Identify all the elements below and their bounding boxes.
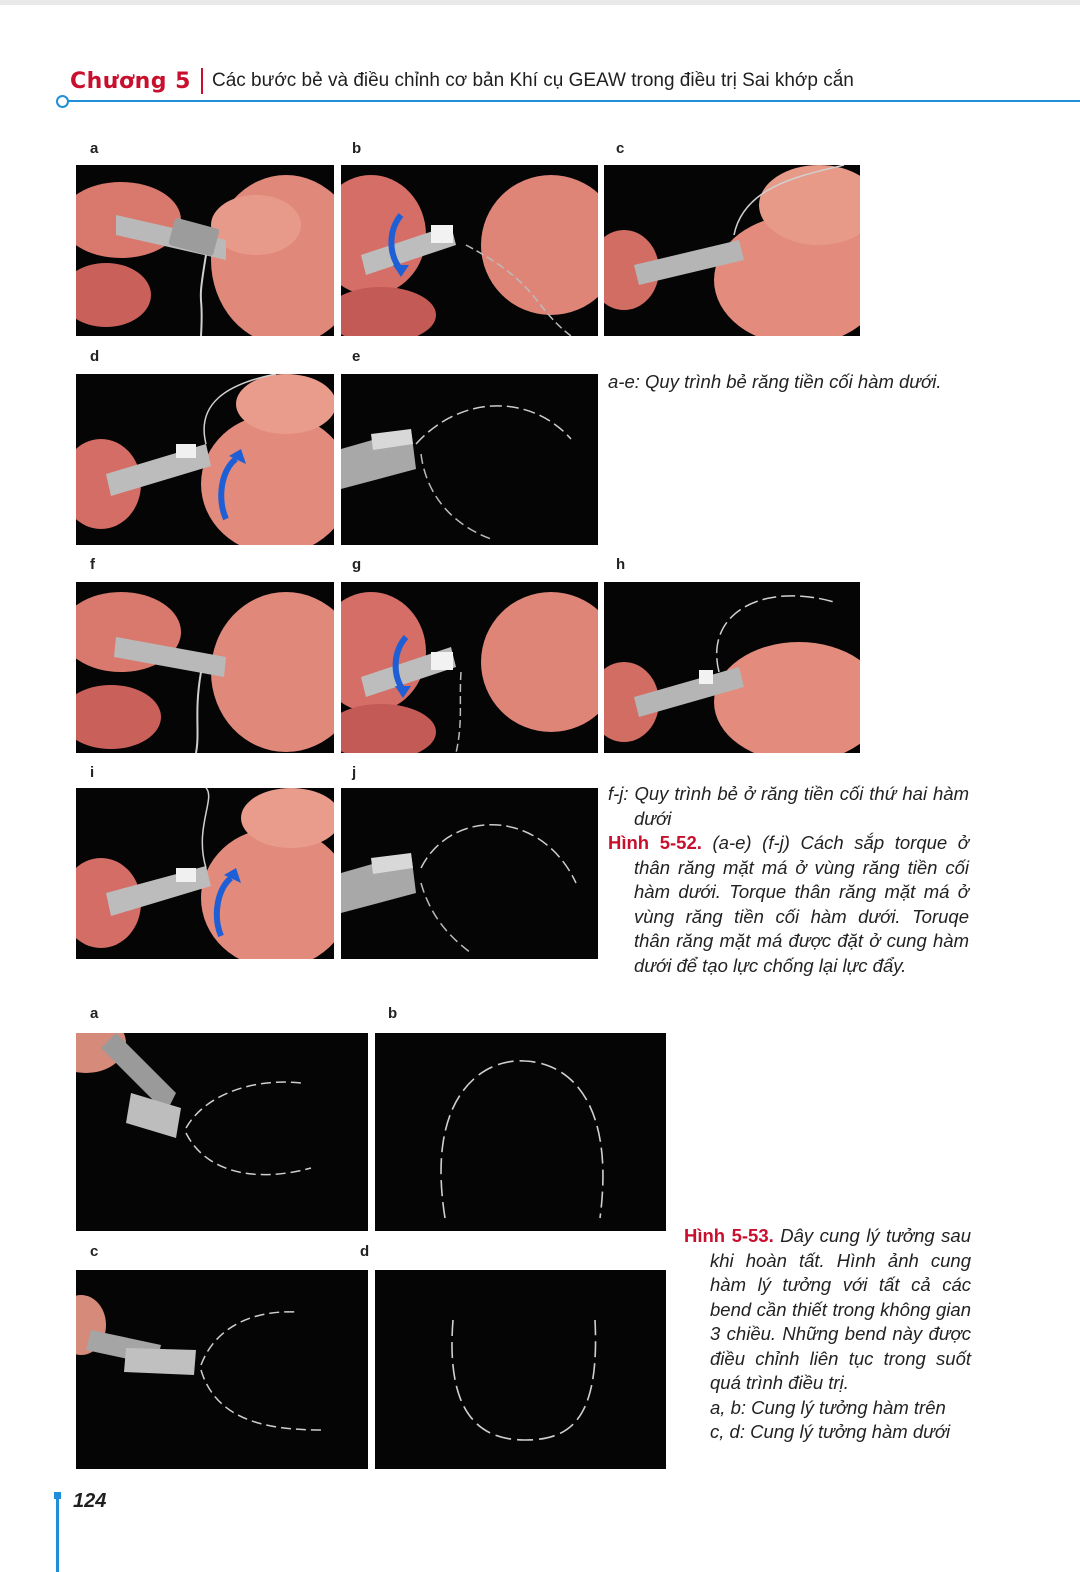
photo-52i	[76, 788, 334, 959]
figure-52-text: (a-e) (f-j) Cách sắp torque ở thân răng mặt má ở vùng răng tiền cối hàm dưới. Torque thân răng mặt má ở vùng răng tiền cối hàm dưới. Toruqe thân răng mặt má được đặt ở cung hàm dưới để tạo lực chống lại lực đẩy.	[634, 832, 969, 976]
panel-label-e: e	[352, 348, 361, 365]
photo-52b	[341, 165, 598, 336]
panel-label-i: i	[90, 764, 95, 781]
figure-53-label: Hình 5-53.	[684, 1225, 774, 1246]
photo-52b-art	[341, 165, 598, 336]
page-number: 124	[73, 1490, 107, 1512]
header-separator	[201, 68, 203, 94]
panel-label-h: h	[616, 556, 626, 573]
photo-52e	[341, 374, 598, 545]
chapter-label: Chương 5	[70, 68, 191, 94]
photo-52c	[604, 165, 860, 336]
panel-label-a: a	[90, 140, 99, 157]
photo-52f	[76, 582, 334, 753]
photo-52d	[76, 374, 334, 545]
photo-52h-art	[604, 582, 860, 753]
photo-52g	[341, 582, 598, 753]
page-side-bar	[56, 1497, 59, 1572]
header-dot-icon	[56, 95, 69, 108]
photo-53d-art	[375, 1270, 666, 1469]
panel-label-53d: d	[360, 1243, 370, 1260]
caption-52-main	[608, 831, 969, 978]
photo-52a-art	[76, 165, 334, 336]
photo-53a	[76, 1033, 368, 1231]
caption-53-cd: c, d: Cung lý tưởng hàm dưới	[710, 1421, 951, 1442]
photo-52i-art	[76, 788, 334, 959]
panel-label-g: g	[352, 556, 362, 573]
caption-52	[608, 782, 969, 978]
photo-52f-art	[76, 582, 334, 753]
figure-52-label: Hình 5-52.	[608, 832, 702, 853]
panel-label-c: c	[616, 140, 625, 157]
photo-52j	[341, 788, 598, 959]
caption-53	[684, 1224, 971, 1445]
panel-label-53a: a	[90, 1005, 99, 1022]
chapter-title: Các bước bẻ và điều chỉnh cơ bản Khí cụ GEAW trong điều trị Sai khớp cắn	[211, 70, 854, 91]
photo-52j-art	[341, 788, 598, 959]
panel-label-f: f	[90, 556, 95, 573]
panel-label-b: b	[352, 140, 362, 157]
caption-52-fj: f-j: Quy trình bẻ ở răng tiền cối thứ hai hàm dưới	[608, 783, 969, 829]
panel-label-53c: c	[90, 1243, 99, 1260]
photo-53b	[375, 1033, 666, 1231]
panel-label-j: j	[352, 764, 357, 781]
photo-52c-art	[604, 165, 860, 336]
photo-53c-art	[76, 1270, 368, 1469]
panel-label-53b: b	[388, 1005, 398, 1022]
caption-53-ab: a, b: Cung lý tưởng hàm trên	[710, 1396, 946, 1418]
photo-53b-art	[375, 1033, 666, 1231]
photo-52g-art	[341, 582, 598, 753]
running-header	[70, 64, 854, 98]
top-strip	[0, 0, 1080, 5]
caption-53-main	[684, 1224, 971, 1396]
photo-53d	[375, 1270, 666, 1469]
figure-53-text: Dây cung lý tưởng sau khi hoàn tất. Hình ảnh cung hàm lý tưởng với tất cả các bend cần thiết trong không gian 3 chiều. Những bend này được điều chỉnh liên tục trong suốt quá trình điều trị.	[710, 1225, 971, 1393]
photo-52h	[604, 582, 860, 753]
panel-label-d: d	[90, 348, 100, 365]
caption-52-ae: a-e: Quy trình bẻ răng tiền cối hàm dưới.	[608, 371, 942, 392]
photo-53c	[76, 1270, 368, 1469]
photo-52d-art	[76, 374, 334, 545]
header-rule	[66, 100, 1080, 102]
photo-52a	[76, 165, 334, 336]
photo-53a-art	[76, 1033, 368, 1231]
photo-52e-art	[341, 374, 598, 545]
